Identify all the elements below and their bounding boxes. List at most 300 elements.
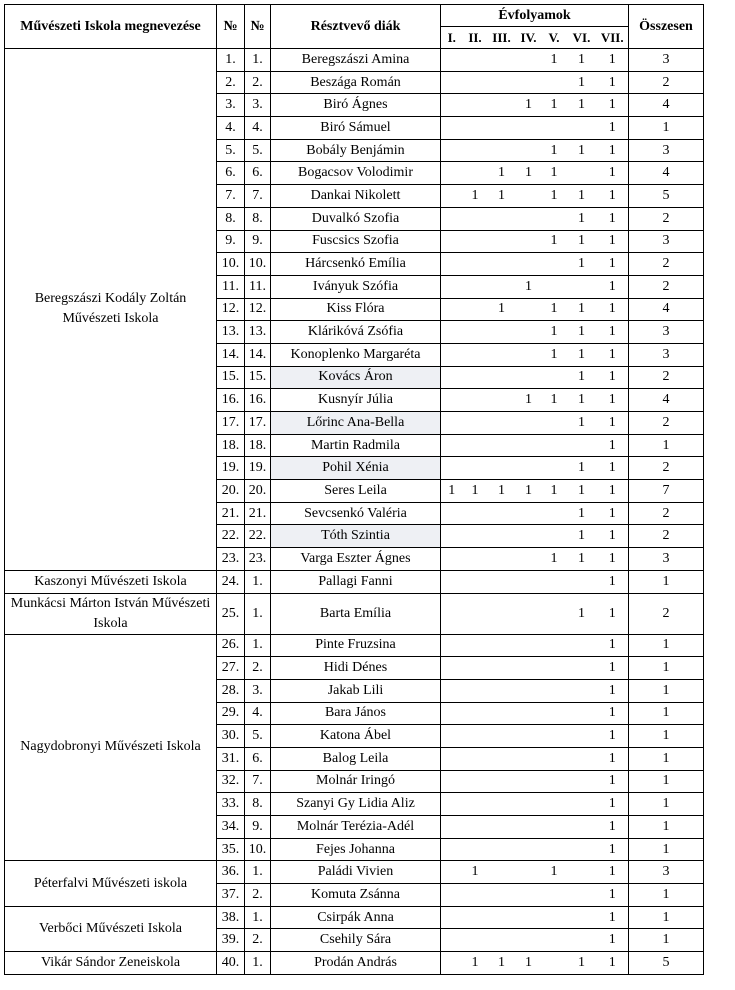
overall-number: 12. <box>217 298 245 321</box>
table-row <box>5 570 704 593</box>
grade-mark-1 <box>441 861 463 884</box>
header-no-school: № <box>245 5 271 49</box>
row-total: 1 <box>629 793 704 816</box>
grade-mark-4 <box>516 593 542 634</box>
grade-mark-5 <box>542 525 567 548</box>
grade-mark-1 <box>441 457 463 480</box>
student-name: Prodán András <box>271 952 441 975</box>
grade-mark-6 <box>567 838 597 861</box>
grade-mark-6 <box>567 162 597 185</box>
grade-mark-7: 1 <box>597 570 629 593</box>
grade-mark-7: 1 <box>597 389 629 412</box>
row-total: 1 <box>629 117 704 140</box>
grade-mark-2 <box>463 366 488 389</box>
grade-mark-2 <box>463 207 488 230</box>
row-total: 7 <box>629 480 704 503</box>
participants-table <box>4 4 704 975</box>
grade-mark-5 <box>542 838 567 861</box>
student-name: Martin Radmila <box>271 434 441 457</box>
overall-number: 23. <box>217 548 245 571</box>
grade-mark-3 <box>488 570 516 593</box>
grade-mark-6 <box>567 657 597 680</box>
grade-mark-1 <box>441 770 463 793</box>
grade-mark-3 <box>488 389 516 412</box>
grade-mark-2 <box>463 321 488 344</box>
school-number: 20. <box>245 480 271 503</box>
student-name: Molnár Iringó <box>271 770 441 793</box>
grade-mark-7: 1 <box>597 366 629 389</box>
grade-mark-5 <box>542 207 567 230</box>
overall-number: 22. <box>217 525 245 548</box>
grade-mark-2 <box>463 162 488 185</box>
grade-mark-7: 1 <box>597 816 629 839</box>
grade-mark-7: 1 <box>597 480 629 503</box>
overall-number: 37. <box>217 884 245 907</box>
grade-mark-4 <box>516 298 542 321</box>
row-total: 1 <box>629 816 704 839</box>
overall-number: 3. <box>217 94 245 117</box>
row-total: 1 <box>629 929 704 952</box>
grade-mark-5 <box>542 570 567 593</box>
grade-mark-1 <box>441 525 463 548</box>
grade-mark-2 <box>463 457 488 480</box>
overall-number: 14. <box>217 343 245 366</box>
overall-number: 11. <box>217 275 245 298</box>
student-name: Komuta Zsánna <box>271 884 441 907</box>
grade-mark-2: 1 <box>463 480 488 503</box>
grade-mark-1 <box>441 793 463 816</box>
grade-mark-3 <box>488 275 516 298</box>
row-total: 2 <box>629 207 704 230</box>
school-number: 1. <box>245 570 271 593</box>
grade-mark-7: 1 <box>597 657 629 680</box>
grade-mark-5 <box>542 412 567 435</box>
grade-mark-1 <box>441 884 463 907</box>
row-total: 2 <box>629 502 704 525</box>
table-row <box>5 906 704 929</box>
grade-mark-2 <box>463 71 488 94</box>
grade-mark-2 <box>463 434 488 457</box>
grade-mark-4 <box>516 457 542 480</box>
school-name: Vikár Sándor Zeneiskola <box>5 952 217 975</box>
row-total: 3 <box>629 343 704 366</box>
grade-mark-3 <box>488 457 516 480</box>
school-number: 14. <box>245 343 271 366</box>
table-row <box>5 861 704 884</box>
overall-number: 10. <box>217 253 245 276</box>
grade-mark-5 <box>542 747 567 770</box>
school-number: 1. <box>245 634 271 657</box>
grade-mark-5 <box>542 816 567 839</box>
grade-mark-3: 1 <box>488 952 516 975</box>
grade-mark-2 <box>463 702 488 725</box>
student-name: Biró Ágnes <box>271 94 441 117</box>
grade-mark-3: 1 <box>488 298 516 321</box>
school-number: 4. <box>245 702 271 725</box>
grade-mark-7: 1 <box>597 94 629 117</box>
grade-mark-3 <box>488 702 516 725</box>
grade-mark-7: 1 <box>597 230 629 253</box>
grade-mark-2 <box>463 929 488 952</box>
grade-mark-1 <box>441 657 463 680</box>
school-number: 5. <box>245 139 271 162</box>
grade-mark-3 <box>488 861 516 884</box>
grade-mark-4 <box>516 49 542 72</box>
overall-number: 19. <box>217 457 245 480</box>
student-name: Fuscsics Szofia <box>271 230 441 253</box>
grade-mark-2 <box>463 570 488 593</box>
overall-number: 26. <box>217 634 245 657</box>
grade-mark-2 <box>463 502 488 525</box>
overall-number: 36. <box>217 861 245 884</box>
grade-mark-5: 1 <box>542 861 567 884</box>
school-number: 2. <box>245 929 271 952</box>
row-total: 1 <box>629 906 704 929</box>
row-total: 2 <box>629 593 704 634</box>
school-number: 2. <box>245 657 271 680</box>
grade-mark-1 <box>441 298 463 321</box>
grade-mark-6: 1 <box>567 389 597 412</box>
grade-mark-7: 1 <box>597 457 629 480</box>
grade-mark-3 <box>488 657 516 680</box>
row-total: 1 <box>629 702 704 725</box>
grade-mark-6: 1 <box>567 502 597 525</box>
row-total: 3 <box>629 861 704 884</box>
row-total: 2 <box>629 275 704 298</box>
student-name: Csehily Sára <box>271 929 441 952</box>
grade-mark-5: 1 <box>542 548 567 571</box>
school-number: 2. <box>245 884 271 907</box>
grade-mark-1 <box>441 702 463 725</box>
school-number: 1. <box>245 49 271 72</box>
overall-number: 21. <box>217 502 245 525</box>
grade-mark-5 <box>542 117 567 140</box>
grade-mark-7: 1 <box>597 702 629 725</box>
grade-mark-6: 1 <box>567 952 597 975</box>
grade-mark-3 <box>488 434 516 457</box>
grade-mark-2 <box>463 525 488 548</box>
grade-mark-7: 1 <box>597 502 629 525</box>
row-total: 1 <box>629 634 704 657</box>
grade-mark-2 <box>463 343 488 366</box>
student-name: Hárcsenkó Emília <box>271 253 441 276</box>
grade-mark-5: 1 <box>542 94 567 117</box>
school-number: 5. <box>245 725 271 748</box>
grade-mark-4 <box>516 412 542 435</box>
grade-mark-1 <box>441 185 463 208</box>
grade-mark-4: 1 <box>516 952 542 975</box>
grade-mark-7: 1 <box>597 49 629 72</box>
grade-mark-5 <box>542 71 567 94</box>
grade-mark-1 <box>441 747 463 770</box>
grade-mark-5 <box>542 793 567 816</box>
student-name: Tóth Szintia <box>271 525 441 548</box>
grade-mark-5 <box>542 366 567 389</box>
grade-mark-6 <box>567 725 597 748</box>
school-name: Verbőci Művészeti Iskola <box>5 906 217 951</box>
grade-mark-5 <box>542 884 567 907</box>
overall-number: 8. <box>217 207 245 230</box>
overall-number: 30. <box>217 725 245 748</box>
grade-mark-7: 1 <box>597 253 629 276</box>
grade-mark-4 <box>516 793 542 816</box>
header-student: Résztvevő diák <box>271 5 441 49</box>
overall-number: 29. <box>217 702 245 725</box>
table-row <box>5 593 704 634</box>
student-name: Biró Sámuel <box>271 117 441 140</box>
school-number: 15. <box>245 366 271 389</box>
grade-mark-5 <box>542 253 567 276</box>
grade-mark-7: 1 <box>597 593 629 634</box>
grade-mark-4 <box>516 185 542 208</box>
row-total: 1 <box>629 570 704 593</box>
grade-mark-1 <box>441 952 463 975</box>
grade-mark-4 <box>516 838 542 861</box>
grade-mark-5: 1 <box>542 185 567 208</box>
grade-mark-7: 1 <box>597 906 629 929</box>
grade-mark-4 <box>516 725 542 748</box>
grade-mark-7: 1 <box>597 275 629 298</box>
student-name: Konoplenko Margaréta <box>271 343 441 366</box>
grade-mark-6 <box>567 770 597 793</box>
table-header <box>5 5 704 49</box>
grade-mark-6: 1 <box>567 94 597 117</box>
grade-label-1: I. <box>441 27 463 49</box>
grade-mark-5: 1 <box>542 480 567 503</box>
grade-mark-4 <box>516 929 542 952</box>
school-number: 9. <box>245 230 271 253</box>
grade-mark-2 <box>463 884 488 907</box>
grade-mark-7: 1 <box>597 185 629 208</box>
grade-mark-1 <box>441 906 463 929</box>
grade-mark-3 <box>488 71 516 94</box>
grade-mark-6 <box>567 906 597 929</box>
grade-mark-6: 1 <box>567 366 597 389</box>
grade-mark-6: 1 <box>567 412 597 435</box>
grade-mark-1 <box>441 412 463 435</box>
grade-mark-1 <box>441 593 463 634</box>
school-number: 23. <box>245 548 271 571</box>
school-number: 18. <box>245 434 271 457</box>
grade-mark-2: 1 <box>463 861 488 884</box>
grade-mark-7: 1 <box>597 679 629 702</box>
student-name: Beregszászi Amina <box>271 49 441 72</box>
school-number: 6. <box>245 162 271 185</box>
grade-mark-5: 1 <box>542 321 567 344</box>
student-name: Balog Leila <box>271 747 441 770</box>
student-name: Dankai Nikolett <box>271 185 441 208</box>
grade-mark-6: 1 <box>567 548 597 571</box>
row-total: 2 <box>629 366 704 389</box>
row-total: 3 <box>629 230 704 253</box>
grade-mark-1 <box>441 679 463 702</box>
grade-mark-1 <box>441 275 463 298</box>
row-total: 5 <box>629 185 704 208</box>
student-name: Pallagi Fanni <box>271 570 441 593</box>
grade-mark-2: 1 <box>463 952 488 975</box>
overall-number: 38. <box>217 906 245 929</box>
grade-mark-2 <box>463 117 488 140</box>
student-name: Bobály Benjámin <box>271 139 441 162</box>
grade-mark-3 <box>488 548 516 571</box>
table-row <box>5 634 704 657</box>
grade-mark-4 <box>516 906 542 929</box>
grade-mark-5: 1 <box>542 343 567 366</box>
overall-number: 2. <box>217 71 245 94</box>
grade-mark-6: 1 <box>567 185 597 208</box>
row-total: 2 <box>629 253 704 276</box>
overall-number: 31. <box>217 747 245 770</box>
grade-mark-3 <box>488 770 516 793</box>
grade-mark-2 <box>463 139 488 162</box>
school-number: 10. <box>245 838 271 861</box>
table-body <box>5 49 704 975</box>
school-number: 1. <box>245 593 271 634</box>
grade-mark-4 <box>516 702 542 725</box>
grade-mark-5 <box>542 275 567 298</box>
grade-mark-4 <box>516 634 542 657</box>
grade-mark-1 <box>441 838 463 861</box>
header-total: Összesen <box>629 5 704 49</box>
grade-mark-4: 1 <box>516 94 542 117</box>
grade-mark-3 <box>488 502 516 525</box>
school-number: 3. <box>245 679 271 702</box>
student-name: Szanyi Gy Lidia Aliz <box>271 793 441 816</box>
grade-mark-4 <box>516 548 542 571</box>
grade-mark-7: 1 <box>597 861 629 884</box>
grade-mark-6 <box>567 861 597 884</box>
school-number: 11. <box>245 275 271 298</box>
school-name: Péterfalvi Művészeti iskola <box>5 861 217 906</box>
grade-mark-5 <box>542 906 567 929</box>
row-total: 1 <box>629 838 704 861</box>
row-total: 4 <box>629 389 704 412</box>
student-name: Katona Ábel <box>271 725 441 748</box>
student-name: Lőrinc Ana-Bella <box>271 412 441 435</box>
grade-mark-6 <box>567 434 597 457</box>
grade-mark-6: 1 <box>567 321 597 344</box>
grade-mark-4 <box>516 884 542 907</box>
grade-mark-2 <box>463 816 488 839</box>
row-total: 1 <box>629 725 704 748</box>
grade-mark-2 <box>463 747 488 770</box>
grade-mark-7: 1 <box>597 747 629 770</box>
school-name: Munkácsi Márton István Művészeti Iskola <box>5 593 217 634</box>
grade-mark-2 <box>463 230 488 253</box>
grade-mark-5 <box>542 434 567 457</box>
grade-mark-1 <box>441 389 463 412</box>
grade-mark-2 <box>463 253 488 276</box>
overall-number: 28. <box>217 679 245 702</box>
grade-mark-4 <box>516 525 542 548</box>
grade-mark-4 <box>516 117 542 140</box>
grade-mark-4: 1 <box>516 480 542 503</box>
student-name: Paládi Vivien <box>271 861 441 884</box>
grade-mark-3 <box>488 253 516 276</box>
grade-mark-2 <box>463 389 488 412</box>
grade-mark-7: 1 <box>597 321 629 344</box>
student-name: Klárikóvá Zsófia <box>271 321 441 344</box>
grade-mark-6: 1 <box>567 139 597 162</box>
row-total: 1 <box>629 747 704 770</box>
grade-mark-1 <box>441 548 463 571</box>
grade-mark-2 <box>463 275 488 298</box>
grade-mark-7: 1 <box>597 838 629 861</box>
grade-mark-5: 1 <box>542 389 567 412</box>
grade-mark-7: 1 <box>597 725 629 748</box>
grade-mark-6 <box>567 793 597 816</box>
overall-number: 27. <box>217 657 245 680</box>
grade-mark-1 <box>441 207 463 230</box>
grade-mark-2 <box>463 298 488 321</box>
grade-mark-6: 1 <box>567 207 597 230</box>
school-number: 9. <box>245 816 271 839</box>
overall-number: 17. <box>217 412 245 435</box>
grade-mark-5: 1 <box>542 230 567 253</box>
overall-number: 34. <box>217 816 245 839</box>
grade-mark-3 <box>488 525 516 548</box>
grade-mark-2 <box>463 634 488 657</box>
grade-mark-6 <box>567 634 597 657</box>
overall-number: 4. <box>217 117 245 140</box>
grade-mark-1: 1 <box>441 480 463 503</box>
row-total: 3 <box>629 49 704 72</box>
grade-mark-4 <box>516 570 542 593</box>
student-name: Duvalkó Szofia <box>271 207 441 230</box>
grade-mark-5: 1 <box>542 139 567 162</box>
grade-mark-4: 1 <box>516 275 542 298</box>
grade-label-5: V. <box>542 27 567 49</box>
row-total: 3 <box>629 321 704 344</box>
overall-number: 32. <box>217 770 245 793</box>
grade-mark-4 <box>516 230 542 253</box>
grade-mark-4 <box>516 366 542 389</box>
grade-mark-4 <box>516 434 542 457</box>
grade-mark-5: 1 <box>542 49 567 72</box>
row-total: 4 <box>629 298 704 321</box>
student-name: Sevcsenkó Valéria <box>271 502 441 525</box>
grade-mark-7: 1 <box>597 139 629 162</box>
school-number: 7. <box>245 770 271 793</box>
grade-mark-3 <box>488 838 516 861</box>
grade-mark-5 <box>542 952 567 975</box>
overall-number: 7. <box>217 185 245 208</box>
school-number: 6. <box>245 747 271 770</box>
grade-mark-7: 1 <box>597 412 629 435</box>
grade-mark-6: 1 <box>567 593 597 634</box>
grade-mark-7: 1 <box>597 207 629 230</box>
grade-mark-5: 1 <box>542 162 567 185</box>
grade-mark-3 <box>488 117 516 140</box>
grade-mark-1 <box>441 570 463 593</box>
grade-mark-1 <box>441 816 463 839</box>
grade-mark-2: 1 <box>463 185 488 208</box>
row-total: 1 <box>629 434 704 457</box>
grade-mark-1 <box>441 321 463 344</box>
grade-mark-6: 1 <box>567 480 597 503</box>
grade-mark-6 <box>567 117 597 140</box>
grade-mark-3 <box>488 230 516 253</box>
grade-mark-4: 1 <box>516 162 542 185</box>
overall-number: 16. <box>217 389 245 412</box>
grade-mark-2 <box>463 906 488 929</box>
row-total: 4 <box>629 162 704 185</box>
school-number: 17. <box>245 412 271 435</box>
grade-mark-6: 1 <box>567 298 597 321</box>
school-name: Kaszonyi Művészeti Iskola <box>5 570 217 593</box>
grade-mark-5 <box>542 679 567 702</box>
row-total: 2 <box>629 457 704 480</box>
